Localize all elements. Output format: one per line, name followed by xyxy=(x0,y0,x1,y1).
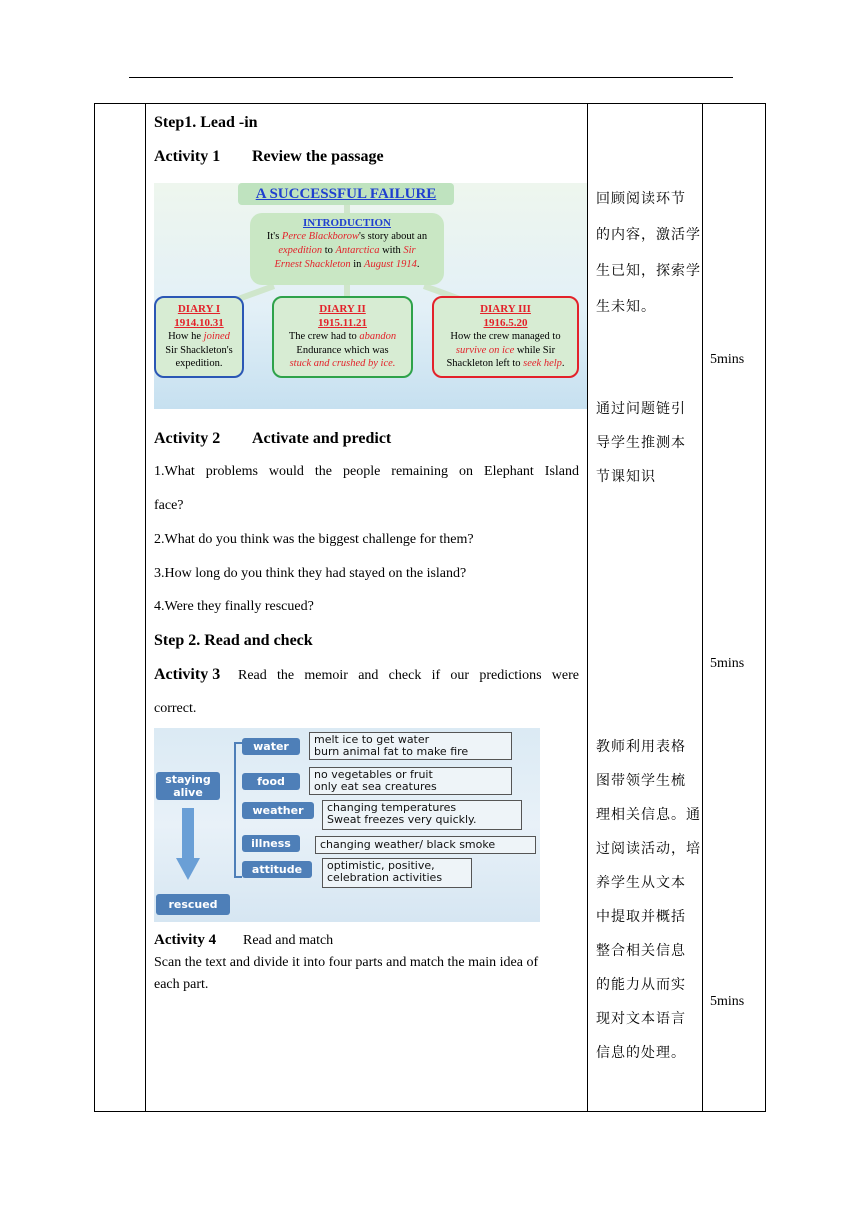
bracket xyxy=(234,742,242,878)
survival-chart xyxy=(154,728,540,922)
activity4-line1: Scan the text and divide it into four parts and match the main idea of xyxy=(154,955,539,970)
diary3-box: DIARY III 1916.5.20 How the crew managed to survive on ice while Sir Shackleton left to seek help. xyxy=(432,296,579,378)
column-divider xyxy=(702,104,703,1111)
activity4-label: Activity 4 xyxy=(154,932,217,948)
note3-line: 现对文本语言 xyxy=(596,1011,686,1027)
lesson-table xyxy=(94,103,766,1112)
note3-line: 过阅读活动，培 xyxy=(596,841,701,857)
food-box: no vegetables or fruit only eat sea creatures xyxy=(309,767,512,795)
activity3-label: Activity 3 xyxy=(154,666,221,683)
note1-line: 的内容，激活学 xyxy=(596,227,701,243)
weather-box: changing temperatures Sweat freezes very quickly. xyxy=(322,800,522,830)
note3-line: 的能力从而实 xyxy=(596,977,686,993)
illness-label: illness xyxy=(242,835,300,852)
note1-line: 生已知，探索学 xyxy=(596,263,701,279)
question-4: 4.Were they finally rescued? xyxy=(154,599,314,614)
note2-line: 导学生推测本 xyxy=(596,435,686,451)
column-divider xyxy=(145,104,146,1111)
activity4-title: Read and match xyxy=(243,933,334,948)
diary2-box: DIARY II 1915.11.21 The crew had to abandon Endurance which was stuck and crushed by ice. xyxy=(272,296,413,378)
water-box: melt ice to get water burn animal fat to make fire xyxy=(309,732,512,760)
note3-line: 中提取并概括 xyxy=(596,909,686,925)
diary1-box: DIARY I 1914.10.31 How he joined Sir Shackleton's expedition. xyxy=(154,296,244,378)
note1-line: 生未知。 xyxy=(596,299,656,315)
illness-box: changing weather/ black smoke xyxy=(315,836,536,854)
note3-line: 理相关信息。通 xyxy=(596,807,701,823)
header-rule xyxy=(129,77,733,78)
step1-heading: Step1. Lead -in xyxy=(154,114,258,131)
time-2: 5mins xyxy=(710,656,745,671)
activity3-line2: correct. xyxy=(154,701,197,716)
activity3-line1: Read the memoir and check if our predictions were xyxy=(238,668,579,683)
step2-heading: Step 2. Read and check xyxy=(154,632,313,649)
water-label: water xyxy=(242,738,300,755)
note2-line: 节课知识 xyxy=(596,469,656,485)
time-3: 5mins xyxy=(710,994,745,1009)
story-structure-diagram xyxy=(154,183,587,409)
question-3: 3.How long do you think they had stayed on the island? xyxy=(154,566,467,581)
diagram-title: A SUCCESSFUL FAILURE xyxy=(238,183,454,205)
note3-line: 图带领学生梳 xyxy=(596,773,686,789)
note1-line: 回顾阅读环节 xyxy=(596,191,686,207)
activity2-label: Activity 2 xyxy=(154,430,221,447)
activity1-title: Review the passage xyxy=(252,148,384,165)
note3-line: 整合相关信息 xyxy=(596,943,686,959)
activity1-label: Activity 1 xyxy=(154,148,221,165)
note3-line: 信息的处理。 xyxy=(596,1045,686,1061)
question-1-line2: face? xyxy=(154,498,184,513)
introduction-heading: INTRODUCTION xyxy=(302,217,391,229)
question-1-line1: 1.What problems would the people remaining on Elephant Island xyxy=(154,464,579,479)
question-2: 2.What do you think was the biggest challenge for them? xyxy=(154,532,474,547)
column-divider xyxy=(587,104,588,1111)
attitude-box: optimistic, positive, celebration activities xyxy=(322,858,472,888)
note3-line: 养学生从文本 xyxy=(596,875,686,891)
activity4-line2: each part. xyxy=(154,977,209,992)
time-1: 5mins xyxy=(710,352,745,367)
staying-alive-label: staying alive xyxy=(156,772,220,800)
weather-label: weather xyxy=(242,802,314,819)
down-arrow-icon xyxy=(176,808,200,882)
activity2-title: Activate and predict xyxy=(252,430,392,447)
rescued-label: rescued xyxy=(156,894,230,915)
note3-line: 教师利用表格 xyxy=(596,739,686,755)
attitude-label: attitude xyxy=(242,861,312,878)
introduction-box: INTRODUCTION It's Perce Blackborow's story about an expedition to Antarctica with Sir Ernest Shackleton in August 1914. xyxy=(250,213,444,285)
food-label: food xyxy=(242,773,300,790)
note2-line: 通过问题链引 xyxy=(596,401,686,417)
